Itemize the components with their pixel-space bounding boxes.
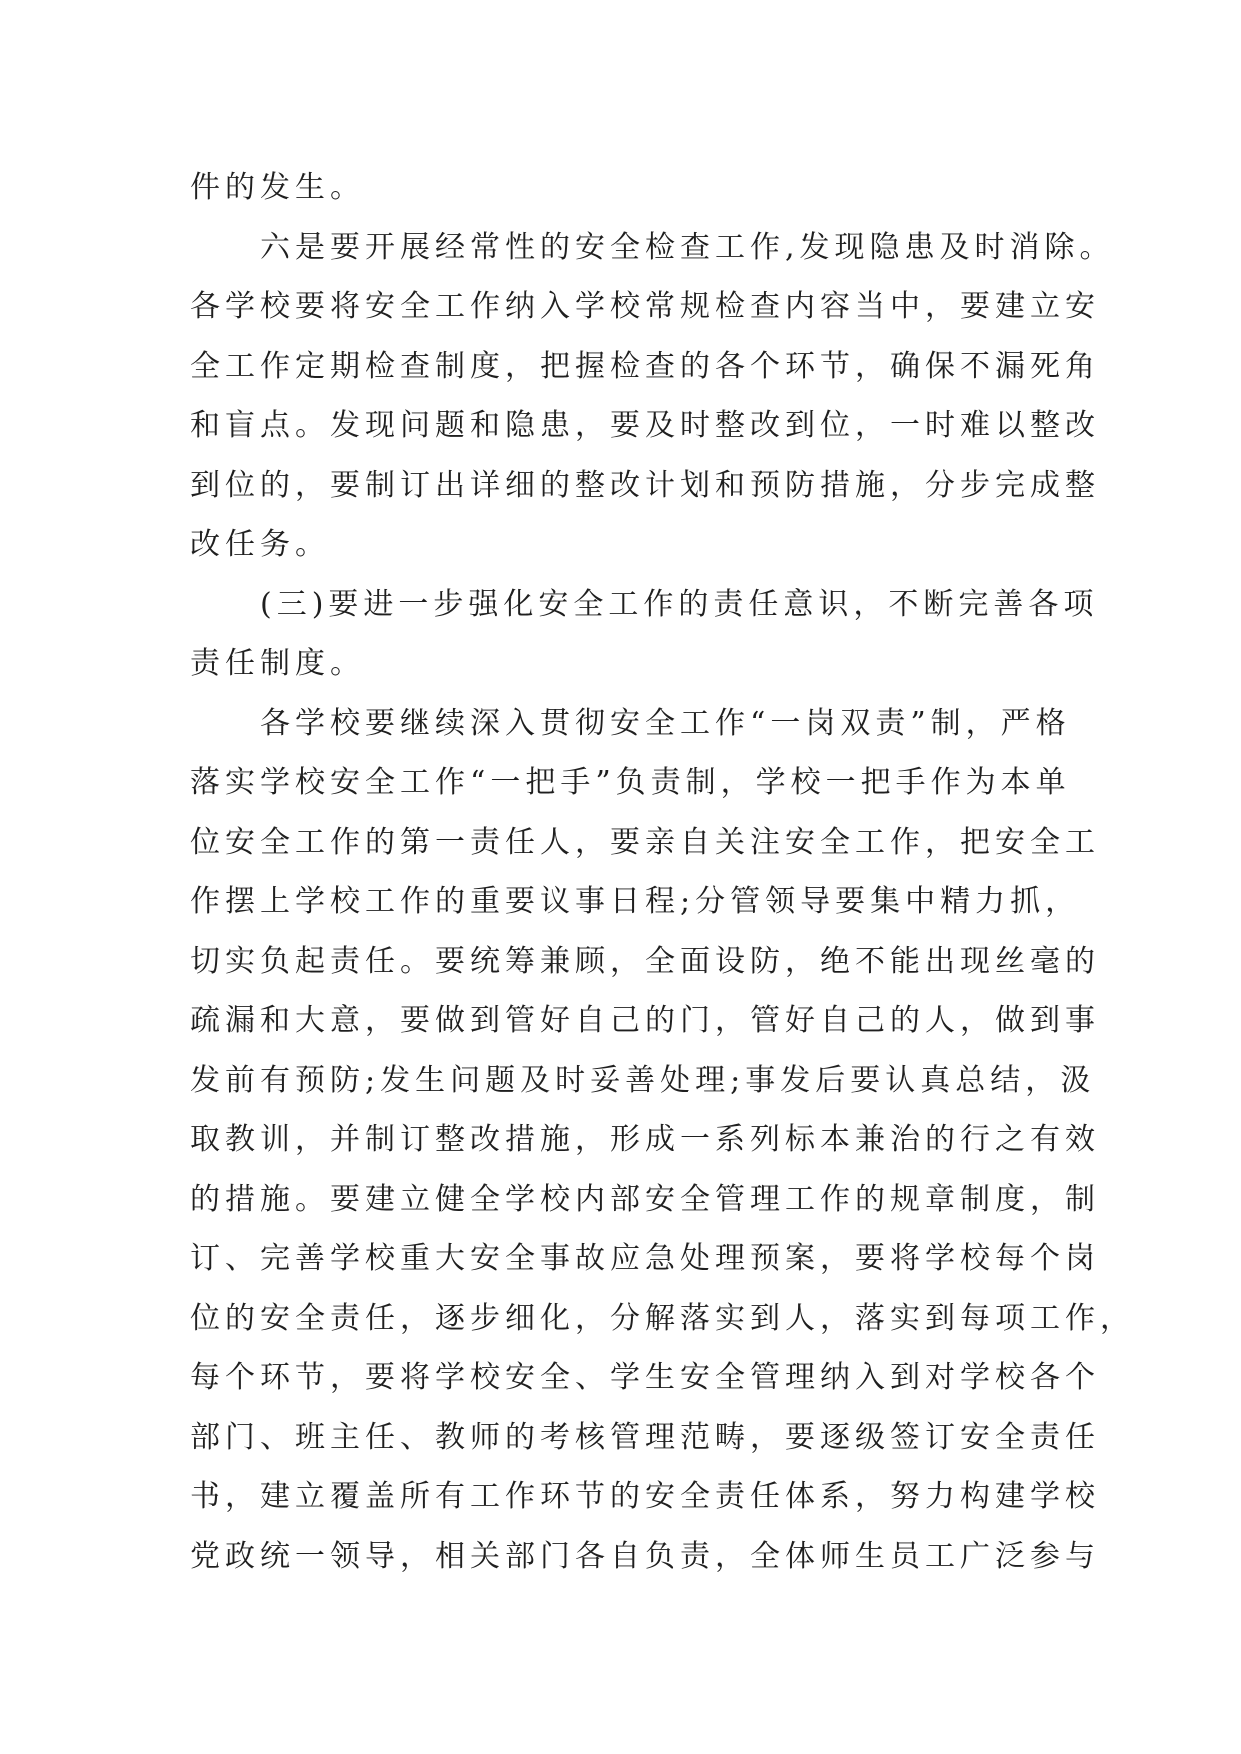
text-line: 各学校要继续深入贯彻安全工作“一岗双责”制，严格 xyxy=(260,705,1071,741)
text-line: 改任务。 xyxy=(190,527,330,562)
text-line: 发前有预防;发生问题及时妥善处理;事发后要认真总结，汲 xyxy=(190,1062,1096,1098)
text-line: 取教训，并制订整改措施，形成一系列标本兼治的行之有效 xyxy=(190,1122,1100,1157)
text-line: 疏漏和大意，要做到管好自己的门，管好自己的人，做到事 xyxy=(190,1003,1100,1038)
text-line: 各学校要将安全工作纳入学校常规检查内容当中，要建立安 xyxy=(190,289,1100,324)
text-line: 件的发生。 xyxy=(190,170,365,205)
text-line: 党政统一领导，相关部门各自负责，全体师生员工广泛参与 xyxy=(190,1538,1100,1574)
text-line: 和盲点。发现问题和隐患，要及时整改到位，一时难以整改 xyxy=(190,408,1100,443)
text-line: 的措施。要建立健全学校内部安全管理工作的规章制度，制 xyxy=(190,1181,1100,1217)
body-text xyxy=(190,158,1190,1586)
text-line: 部门、班主任、教师的考核管理范畴，要逐级签订安全责任 xyxy=(190,1419,1100,1455)
text-line: 订、完善学校重大安全事故应急处理预案，要将学校每个岗 xyxy=(190,1241,1100,1276)
text-line: 书，建立覆盖所有工作环节的安全责任体系，努力构建学校 xyxy=(190,1479,1100,1514)
text-line: 全工作定期检查制度，把握检查的各个环节，确保不漏死角 xyxy=(190,348,1100,384)
text-line: 到位的，要制订出详细的整改计划和预防措施，分步完成整 xyxy=(190,467,1100,503)
text-line: 责任制度。 xyxy=(190,646,365,681)
text-line: 每个环节，要将学校安全、学生安全管理纳入到对学校各个 xyxy=(190,1360,1100,1395)
text-line: 六是要开展经常性的安全检查工作,发现隐患及时消除。 xyxy=(260,229,1115,265)
text-line: 位的安全责任，逐步细化，分解落实到人，落实到每项工作， xyxy=(190,1300,1135,1336)
text-line: 切实负起责任。要统筹兼顾，全面设防，绝不能出现丝毫的 xyxy=(190,943,1100,979)
text-line: (三)要进一步强化安全工作的责任意识，不断完善各项 xyxy=(260,586,1099,622)
text-line: 落实学校安全工作“一把手”负责制，学校一把手作为本单 xyxy=(190,765,1071,800)
text-line: 作摆上学校工作的重要议事日程;分管领导要集中精力抓， xyxy=(190,884,1081,919)
text-line: 位安全工作的第一责任人，要亲自关注安全工作，把安全工 xyxy=(190,824,1100,860)
